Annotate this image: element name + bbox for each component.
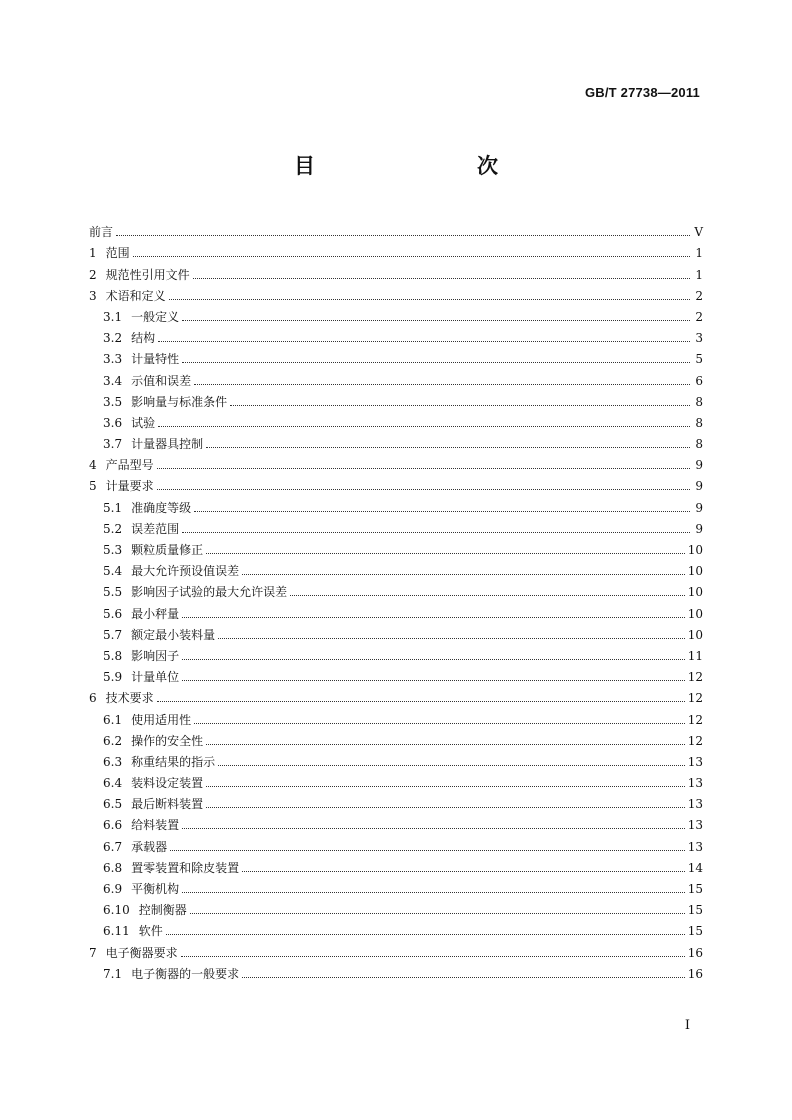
toc-entry-page: 10 bbox=[687, 564, 703, 579]
toc-entry[interactable] bbox=[89, 218, 703, 239]
dot-leader bbox=[182, 680, 685, 681]
dot-leader bbox=[193, 278, 690, 279]
dot-leader bbox=[206, 744, 685, 745]
dot-leader bbox=[158, 426, 690, 427]
toc-entry-page: 8 bbox=[695, 415, 703, 430]
toc-entry-number: 5.3 bbox=[103, 543, 123, 557]
toc-entry-label: 操作的安全性 bbox=[131, 733, 204, 748]
toc-entry[interactable] bbox=[89, 324, 703, 345]
toc-entry-number: 6.7 bbox=[103, 839, 123, 854]
toc-entry-number: 3.6 bbox=[103, 415, 123, 430]
toc-entry-number: 5.2 bbox=[103, 521, 123, 536]
toc-entry[interactable] bbox=[89, 388, 703, 409]
toc-entry[interactable] bbox=[89, 366, 703, 387]
toc-entry-number: 3.5 bbox=[103, 394, 123, 409]
toc-entry-number: 6.5 bbox=[103, 797, 123, 812]
toc-entry-number: 6.6 bbox=[103, 818, 123, 833]
toc-entry-label: 承载器 bbox=[131, 839, 168, 854]
toc-entry-label: 结构 bbox=[131, 331, 156, 346]
dot-leader bbox=[242, 977, 685, 978]
toc-entry-number: 4 bbox=[89, 458, 97, 473]
toc-entry-number: 6.2 bbox=[103, 733, 123, 748]
dot-leader bbox=[206, 786, 685, 787]
toc-entry-number: 3.1 bbox=[103, 309, 123, 324]
toc-entry-label: 称重结果的指示 bbox=[131, 754, 216, 769]
dot-leader bbox=[230, 405, 690, 406]
toc-entry-number: 6 bbox=[89, 691, 97, 706]
toc-entry-page: 13 bbox=[687, 839, 703, 854]
dot-leader bbox=[182, 617, 685, 618]
toc-entry-label: 产品型号 bbox=[105, 458, 154, 473]
toc-entry[interactable] bbox=[89, 663, 703, 684]
toc-entry-label: 电子衡器的一般要求 bbox=[131, 966, 240, 981]
toc-entry-number: 7 bbox=[89, 945, 97, 960]
toc-entry[interactable] bbox=[89, 642, 703, 663]
toc-entry-number: 3.3 bbox=[103, 352, 123, 367]
dot-leader bbox=[182, 828, 685, 829]
dot-leader bbox=[206, 553, 685, 554]
dot-leader bbox=[242, 574, 685, 575]
dot-leader bbox=[181, 956, 685, 957]
dot-leader bbox=[194, 384, 690, 385]
toc-entry-page: 8 bbox=[695, 437, 703, 452]
toc-entry-label: 平衡机构 bbox=[131, 882, 180, 896]
dot-leader bbox=[206, 807, 685, 808]
toc-entry-number: 6.10 bbox=[103, 903, 130, 918]
toc-entry-page: 3 bbox=[695, 331, 703, 346]
toc-entry-page: 9 bbox=[695, 479, 703, 494]
toc-entry-page: 15 bbox=[687, 882, 703, 896]
dot-leader bbox=[218, 638, 685, 639]
toc-entry-page: 12 bbox=[687, 691, 703, 706]
toc-entry-label: 技术要求 bbox=[105, 691, 154, 706]
toc-entry-label: 误差范围 bbox=[131, 521, 180, 536]
dot-leader bbox=[190, 913, 685, 914]
toc-entry-number: 5.4 bbox=[103, 564, 123, 579]
toc-entry-page: 6 bbox=[695, 373, 703, 388]
toc-entry[interactable] bbox=[89, 790, 703, 811]
dot-leader bbox=[182, 892, 685, 893]
dot-leader bbox=[166, 934, 685, 935]
toc-entry-label: 试验 bbox=[131, 415, 156, 430]
toc-entry-label: 额定最小装料量 bbox=[131, 627, 216, 642]
toc-entry-page: 13 bbox=[687, 818, 703, 833]
dot-leader bbox=[206, 447, 690, 448]
toc-entry-label: 颗粒质量修正 bbox=[131, 543, 204, 557]
toc-entry-number: 3.7 bbox=[103, 437, 123, 452]
toc-entry-label: 规范性引用文件 bbox=[105, 267, 190, 282]
toc-entry-label: 最后断料装置 bbox=[131, 797, 204, 812]
toc-entry-label: 最大允许预设值误差 bbox=[131, 564, 240, 579]
toc-entry[interactable] bbox=[89, 896, 703, 917]
toc-entry[interactable] bbox=[89, 621, 703, 642]
dot-leader bbox=[158, 341, 690, 342]
toc-entry[interactable] bbox=[89, 917, 703, 938]
dot-leader bbox=[157, 489, 690, 490]
toc-entry[interactable] bbox=[89, 684, 703, 705]
toc-entry-page: 9 bbox=[695, 500, 703, 515]
toc-entry-number: 3.2 bbox=[103, 331, 123, 346]
dot-leader bbox=[290, 595, 685, 596]
toc-entry-page: 16 bbox=[687, 966, 703, 981]
toc-entry-page: 15 bbox=[687, 903, 703, 918]
toc-entry-page: 14 bbox=[687, 860, 703, 875]
toc-entry[interactable] bbox=[89, 875, 703, 896]
toc-entry-number: 7.1 bbox=[103, 966, 123, 981]
toc-entry[interactable] bbox=[89, 345, 703, 366]
toc-entry-label: 计量器具控制 bbox=[131, 437, 204, 452]
toc-entry[interactable] bbox=[89, 303, 703, 324]
toc-entry-number: 5.8 bbox=[103, 648, 123, 663]
dot-leader bbox=[157, 468, 690, 469]
toc-entry[interactable] bbox=[89, 811, 703, 832]
toc-entry[interactable] bbox=[89, 282, 703, 303]
dot-leader bbox=[157, 701, 685, 702]
toc-entry-page: 2 bbox=[695, 309, 703, 324]
toc-entry-label: 计量要求 bbox=[105, 479, 154, 494]
toc-entry-page: 9 bbox=[695, 458, 703, 473]
toc-entry[interactable] bbox=[89, 260, 703, 281]
toc-entry-label: 给料装置 bbox=[131, 818, 180, 833]
toc-entry-number: 5.7 bbox=[103, 627, 123, 642]
toc-entry-number: 3 bbox=[89, 288, 97, 303]
toc-entry-label: 使用适用性 bbox=[131, 712, 192, 727]
toc-entry-number: 6.11 bbox=[103, 924, 130, 939]
toc-entry-page: 12 bbox=[687, 733, 703, 748]
toc-entry-page: 16 bbox=[687, 945, 703, 960]
toc-entry-page: 9 bbox=[695, 521, 703, 536]
toc-entry-label: 示值和误差 bbox=[131, 373, 192, 388]
dot-leader bbox=[133, 256, 690, 257]
toc-entry-label: 影响因子试验的最大允许误差 bbox=[131, 585, 288, 600]
toc-entry-number: 6.9 bbox=[103, 882, 123, 896]
toc-entry-label: 一般定义 bbox=[131, 309, 180, 324]
dot-leader bbox=[169, 299, 690, 300]
toc-entry-page: 2 bbox=[695, 288, 703, 303]
toc-entry-label: 准确度等级 bbox=[131, 500, 192, 515]
toc-entry[interactable] bbox=[89, 727, 703, 748]
toc-entry[interactable] bbox=[89, 705, 703, 726]
toc-entry[interactable] bbox=[89, 409, 703, 430]
toc-entry-page: 13 bbox=[687, 797, 703, 812]
toc-entry-page: 10 bbox=[687, 627, 703, 642]
toc-entry-label: 计量单位 bbox=[131, 670, 180, 685]
toc-entry-number: 5.6 bbox=[103, 606, 123, 621]
toc-entry-number: 1 bbox=[89, 246, 97, 261]
toc-entry[interactable] bbox=[89, 769, 703, 790]
table-of-contents bbox=[89, 218, 703, 981]
toc-entry-label: 计量特性 bbox=[131, 352, 180, 367]
toc-entry-label: 装料设定装置 bbox=[131, 776, 204, 791]
toc-entry[interactable] bbox=[89, 493, 703, 514]
toc-entry[interactable] bbox=[89, 536, 703, 557]
toc-entry-page: 10 bbox=[687, 543, 703, 557]
toc-entry-label: 影响量与标准条件 bbox=[131, 394, 228, 409]
toc-entry-label: 控制衡器 bbox=[138, 903, 187, 918]
toc-entry-number: 5 bbox=[89, 479, 97, 494]
toc-entry-label: 术语和定义 bbox=[105, 288, 166, 303]
dot-leader bbox=[218, 765, 685, 766]
dot-leader bbox=[194, 723, 685, 724]
dot-leader bbox=[194, 511, 690, 512]
toc-entry[interactable] bbox=[89, 832, 703, 853]
toc-entry-page: 1 bbox=[695, 267, 703, 282]
toc-entry-number: 2 bbox=[89, 267, 97, 282]
toc-entry[interactable] bbox=[89, 748, 703, 769]
toc-entry-label: 前言 bbox=[89, 225, 114, 240]
toc-entry-number: 6.8 bbox=[103, 860, 123, 875]
toc-entry-number: 6.4 bbox=[103, 776, 123, 791]
toc-entry[interactable] bbox=[89, 854, 703, 875]
dot-leader bbox=[182, 659, 685, 660]
toc-entry-page: 8 bbox=[695, 394, 703, 409]
toc-entry-page: 13 bbox=[687, 776, 703, 791]
toc-entry-page: 12 bbox=[687, 670, 703, 685]
standard-code: GB/T 27738—2011 bbox=[584, 85, 700, 100]
toc-entry[interactable] bbox=[89, 578, 703, 599]
toc-entry[interactable] bbox=[89, 472, 703, 493]
toc-entry-label: 影响因子 bbox=[131, 648, 180, 663]
toc-entry[interactable] bbox=[89, 239, 703, 260]
dot-leader bbox=[170, 850, 685, 851]
toc-entry-label: 最小秤量 bbox=[131, 606, 180, 621]
toc-entry[interactable] bbox=[89, 960, 703, 981]
toc-entry-label: 范围 bbox=[105, 246, 130, 261]
toc-entry-number: 5.5 bbox=[103, 585, 123, 600]
toc-entry-page: 11 bbox=[687, 648, 703, 663]
dot-leader bbox=[182, 532, 690, 533]
toc-entry-page: 15 bbox=[687, 924, 703, 939]
toc-entry-number: 6.1 bbox=[103, 712, 123, 727]
dot-leader bbox=[182, 362, 690, 363]
toc-entry-page: 13 bbox=[687, 754, 703, 769]
toc-entry-page: 1 bbox=[695, 246, 703, 261]
toc-entry[interactable] bbox=[89, 451, 703, 472]
toc-entry[interactable] bbox=[89, 430, 703, 451]
toc-entry-number: 5.1 bbox=[103, 500, 123, 515]
toc-entry-page: 10 bbox=[687, 606, 703, 621]
toc-entry-label: 电子衡器要求 bbox=[105, 945, 178, 960]
dot-leader bbox=[182, 320, 690, 321]
toc-entry-page: V bbox=[694, 225, 703, 240]
dot-leader bbox=[116, 235, 690, 236]
page-title: 目 次 bbox=[294, 153, 538, 178]
toc-entry-label: 软件 bbox=[138, 924, 163, 939]
toc-entry[interactable] bbox=[89, 938, 703, 959]
toc-entry-page: 10 bbox=[687, 585, 703, 600]
toc-entry[interactable] bbox=[89, 557, 703, 578]
toc-entry-number: 3.4 bbox=[103, 373, 123, 388]
toc-entry-number: 6.3 bbox=[103, 754, 123, 769]
toc-entry-label: 置零装置和除皮装置 bbox=[131, 860, 240, 875]
toc-entry-page: 12 bbox=[687, 712, 703, 727]
toc-entry[interactable] bbox=[89, 599, 703, 620]
toc-entry-number: 5.9 bbox=[103, 670, 123, 685]
page-folio: I bbox=[684, 1018, 690, 1033]
toc-entry[interactable] bbox=[89, 515, 703, 536]
toc-entry-page: 5 bbox=[695, 352, 703, 367]
dot-leader bbox=[242, 871, 685, 872]
